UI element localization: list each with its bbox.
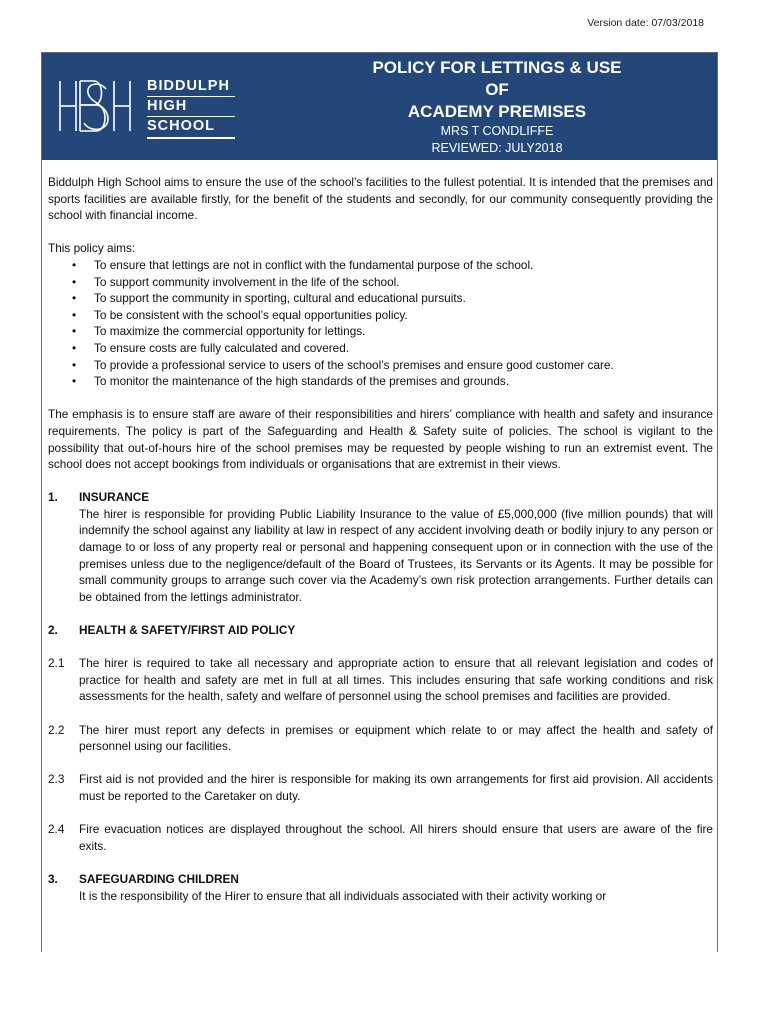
section-number: 2. [48, 623, 58, 638]
section-number: 1. [48, 490, 58, 505]
section-number: 2.1 [48, 656, 65, 671]
list-item: • To support the community in sporting, cultural and educational pursuits. [48, 290, 713, 307]
emphasis-paragraph: The emphasis is to ensure staff are aware of their responsibilities and hirers’ compliance with health and safety and insurance requirements. The policy is part of the Safeguarding and Health & Safety suite of policies. The school is vigilant to the possibility that out-of-hours hire of the school premises may be requested by people wishing to run an extremist event. The school does not accept bookings from individuals or organisations that are extremist in their views. [48, 407, 713, 472]
section-safeguarding [48, 871, 713, 904]
subsection-2-3 [48, 771, 713, 804]
school-name-line: HIGH [147, 97, 235, 117]
section-text: The hirer is required to take all necessary and appropriate action to ensure that all relevant legislation and codes of practice for health and safety are met in full at all times. This includes ensuring that safe working conditions and risk assessments for the health, safety and welfare of personnel using the school premises and facilities are provided. [79, 656, 713, 704]
school-logo-icon [54, 75, 136, 137]
section-text: First aid is not provided and the hirer is responsible for making its own arrangements for first aid provision. All accidents must be reported to the Caretaker on duty. [79, 772, 713, 803]
review-date: REVIEW DATE: JULY 2019 [420, 158, 574, 172]
section-text: The hirer must report any defects in premises or equipment which relate to or may affect the health and safety of personnel using our facilities. [79, 722, 713, 754]
document-body [48, 174, 713, 904]
list-item: • To monitor the maintenance of the high standards of the premises and grounds. [48, 373, 713, 390]
section-heading: HEALTH & SAFETY/FIRST AID POLICY [79, 623, 296, 638]
section-text: The hirer is responsible for providing Public Liability Insurance to the value of £5,000,000 (five million pounds) that will indemnify the school against any liability at law in respect of any accident involving death or bodily injury to any person or damage to or loss of any property real or personal and happening consequent upon or in connection with the use of the premises unless due to the negligence/default of the Board of Trustees, its Servants or its Agents. It may be possible for small community groups to arrange such cover via the Academy’s own risk protection arrangements. Further details can be obtained from the lettings administrator. [79, 506, 713, 604]
subsection-2-1 [48, 655, 713, 705]
section-health-safety [48, 622, 713, 639]
aims-list [48, 257, 713, 390]
list-item: • To provide a professional service to users of the school’s premises and ensure good customer care. [48, 357, 713, 374]
section-insurance [48, 489, 713, 605]
list-item: • To maximize the commercial opportunity for lettings. [48, 323, 713, 340]
subsection-2-4 [48, 821, 713, 854]
section-text: It is the responsibility of the Hirer to ensure that all individuals associated with their activity working or [79, 888, 607, 903]
subsection-2-2 [48, 722, 713, 755]
school-name-line: BIDDULPH [147, 77, 235, 97]
document-title-line1: POLICY FOR LETTINGS & USE OF [372, 58, 622, 99]
section-number: 2.2 [48, 722, 65, 737]
section-number: 2.3 [48, 772, 65, 787]
document-title-line2: ACADEMY PREMISES [407, 102, 587, 121]
version-date: Version date: 07/03/2018 [587, 17, 704, 29]
section-number: 3. [48, 871, 58, 886]
list-item: • To ensure costs are fully calculated and covered. [48, 340, 713, 357]
author: MRS T CONDLIFFE [440, 124, 554, 138]
list-item: • To ensure that lettings are not in conflict with the fundamental purpose of the school. [48, 257, 713, 274]
school-name [147, 77, 235, 139]
list-item: • To support community involvement in the life of the school. [48, 274, 713, 291]
section-heading: INSURANCE [79, 490, 150, 505]
intro-paragraph: Biddulph High School aims to ensure the use of the school’s facilities to the fullest potential. It is intended that the premises and sports facilities are available firstly, for the benefit of the students and secondly, for our community consequently providing the school with financial income. [48, 175, 713, 223]
school-name-line: SCHOOL [147, 117, 235, 139]
section-number: 2.4 [48, 822, 65, 837]
header-titles [362, 57, 632, 174]
reviewed-date: REVIEWED: JULY2018 [431, 141, 563, 155]
section-heading: SAFEGUARDING CHILDREN [79, 871, 239, 886]
aims-heading: This policy aims: [48, 241, 136, 256]
header-banner [42, 53, 717, 172]
section-text: Fire evacuation notices are displayed throughout the school. All hirers should ensure that users are aware of the fire exits. [79, 822, 713, 853]
list-item: • To be consistent with the school’s equal opportunities policy. [48, 307, 713, 324]
